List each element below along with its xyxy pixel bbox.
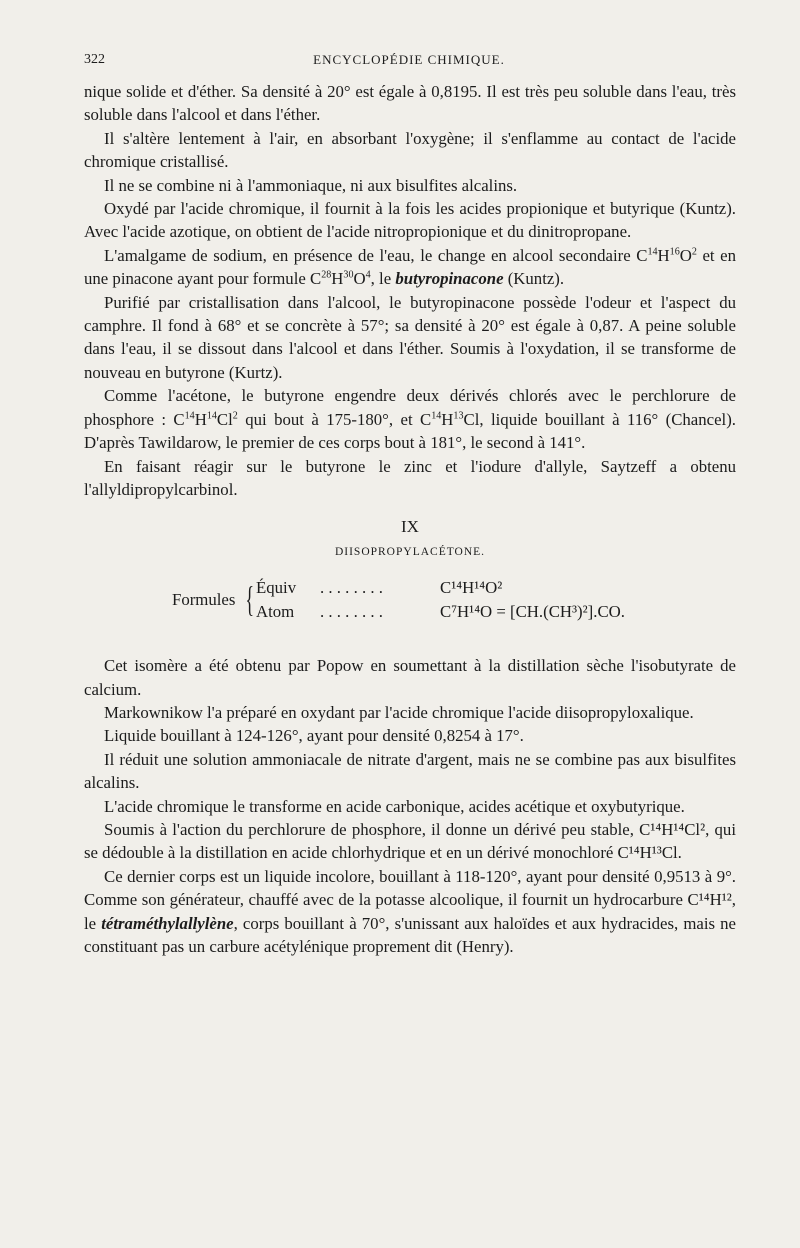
paragraph-comme: Comme l'acétone, le butyrone engendre deux dérivés chlorés avec le perchlorure de phosphore : $C^{14}H^{14}Cl^2$ qui bout à 175-180°, et $C^{14}H^{13}Cl$, liquide bouillant à 116° (Chancel). D'après Tawildarow, le premier de ces corps bout à 181°, le second à 141°. bbox=[84, 386, 736, 453]
paragraph: Oxydé par l'acide chromique, il fournit à la fois les acides propionique et butyrique (Kuntz). Avec l'acide azotique, on obtient de l'acide nitropropionique et du dinitropropane. bbox=[84, 199, 736, 242]
paragraph: L'acide chromique le transforme en acide carbonique, acides acétique et oxybutyrique. bbox=[104, 796, 685, 816]
italic-term: tétraméthylallylène bbox=[101, 913, 234, 933]
section-title: DIISOPROPYLACÉTONE. bbox=[334, 545, 486, 558]
paragraph: Soumis à l'action du perchlorure de phosphore, il donne un dérivé peu stable, C¹⁴H¹⁴Cl², qui se dédouble à la distillation en acide chlorhydrique et en un dérivé monochloré C¹⁴H¹³Cl. bbox=[84, 819, 736, 863]
paragraph-last: Ce dernier corps est un liquide incolore, bouillant à 118-120°, ayant pour densité 0,9513 à 9°. Comme son générateur, chauffé avec de la potasse alcoolique, il fournit un hydrocarbure C¹⁴H¹², le tétraméthylallylène, corps bouillant à 70°, s'unissant aux haloïdes et aux hydracides, mais ne constituant pas un carbure acétylénique proprement dit (Henry). bbox=[84, 866, 736, 956]
formulas-block bbox=[84, 576, 736, 630]
atom-label: Atom bbox=[256, 602, 295, 622]
paragraph: nique solide et d'éther. Sa densité à 20° est égale à 0,8195. Il est très peu soluble dans l'eau, très soluble dans l'alcool et dans l'éther. bbox=[84, 82, 736, 125]
paragraph: Markownikow l'a préparé en oxydant par l'acide chromique l'acide diisopropyloxalique. bbox=[104, 702, 694, 722]
equiv-formula: C¹⁴H¹⁴O² bbox=[440, 578, 503, 598]
paragraph: Il s'altère lentement à l'air, en absorbant l'oxygène; il s'enflamme au contact de l'acide chromique cristallisé. bbox=[84, 128, 736, 172]
paragraph: Il ne se combine ni à l'ammoniaque, ni aux bisulfites alcalins. bbox=[104, 175, 518, 195]
paragraph: En faisant réagir sur le butyrone le zinc et l'iodure d'allyle, Saytzeff a obtenu l'allyldipropylcarbinol. bbox=[84, 456, 736, 499]
paragraph: Liquide bouillant à 124-126°, ayant pour densité 0,8254 à 17°. bbox=[104, 726, 524, 746]
page-header bbox=[84, 52, 734, 76]
paragraph: Il réduit une solution ammoniacale de nitrate d'argent, mais ne se combine pas aux bisulfites alcalins. bbox=[84, 749, 736, 793]
paragraph-amalgame: L'amalgame de sodium, en présence de l'eau, le change en alcool secondaire $C^{14}H^{16}O^2$ et en une pinacone ayant pour formule $C^{28}H^{30}O^4$, le butyropinacone (Kuntz). bbox=[84, 245, 736, 289]
running-title: ENCYCLOPÉDIE CHIMIQUE. bbox=[313, 52, 505, 67]
formulas-label: Formules bbox=[172, 590, 236, 610]
atom-dots: . . . . . . . . bbox=[320, 602, 383, 622]
body-text bbox=[84, 80, 736, 958]
atom-formula: C⁷H¹⁴O = [CH.(CH³)²].CO. bbox=[440, 602, 625, 622]
page-number: 322 bbox=[84, 52, 105, 67]
paragraph: Purifié par cristallisation dans l'alcool, le butyropinacone possède l'odeur et l'aspect du camphre. Il fond à 68° et se concrète à 57°; sa densité à 20° est égale à 0,87. A peine soluble dans l'eau, il se dissout dans l'alcool et dans l'éther. Soumis à l'oxydation, il se transforme de nouveau en butyrone (Kurtz). bbox=[84, 292, 736, 382]
brace-symbol: { bbox=[245, 579, 254, 620]
italic-term: butyropinacone bbox=[395, 269, 504, 289]
equiv-label: Équiv bbox=[256, 578, 297, 598]
equiv-dots: . . . . . . . . bbox=[320, 578, 383, 598]
paragraph: Cet isomère a été obtenu par Popow en soumettant à la distillation sèche l'isobutyrate de calcium. bbox=[84, 656, 736, 699]
section-number: IX bbox=[401, 517, 419, 537]
